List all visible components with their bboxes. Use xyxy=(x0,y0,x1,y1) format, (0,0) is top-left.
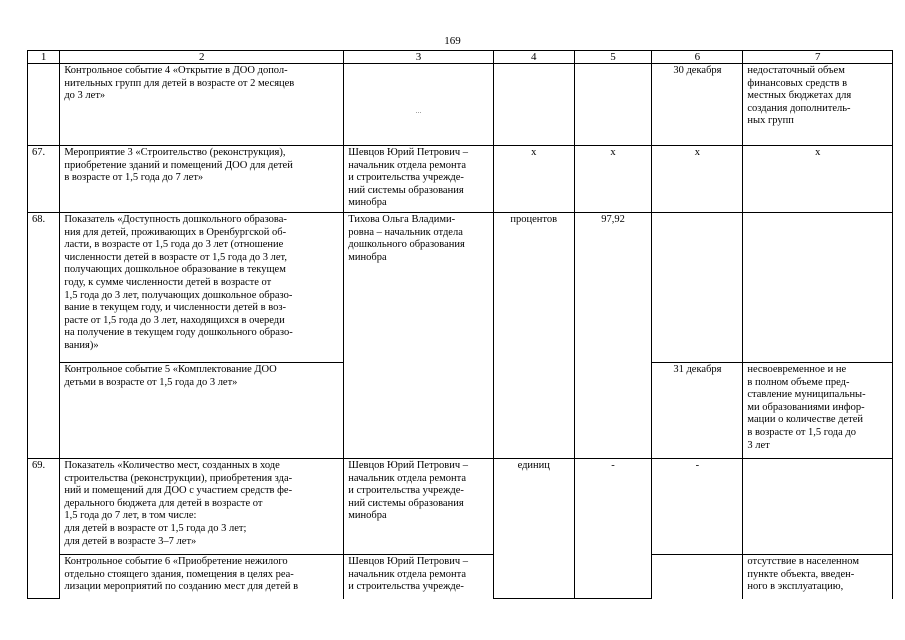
risk-cell xyxy=(743,459,893,555)
row-number xyxy=(28,64,60,146)
row-number: 69. xyxy=(28,459,60,599)
placeholder-dots: ... xyxy=(415,105,422,115)
unit-cell: процентов xyxy=(493,213,574,459)
row-number: 67. xyxy=(28,146,60,213)
table-row-69 xyxy=(28,459,893,555)
header-row xyxy=(28,51,893,64)
page-number: 169 xyxy=(444,35,461,47)
header-cell: 1 xyxy=(28,51,60,64)
header-cell: 3 xyxy=(344,51,494,64)
date-cell: - xyxy=(652,459,743,555)
value-cell xyxy=(574,64,652,146)
row-text: Контрольное событие 5 «Комплектование ДОО детьми в возрасте от 1,5 года до 3 лет» xyxy=(60,363,344,459)
row-text: Контрольное событие 6 «Приобретение нежилого отдельно стоящего здания, помещения в целях реа- лизации мероприятий по созданию мест для детей в xyxy=(60,555,344,599)
risk-cell: отсутствие в населенном пункте объекта, введен- ного в эксплуатацию, xyxy=(743,555,893,599)
plan-table xyxy=(27,50,893,599)
risk-cell: х xyxy=(743,146,893,213)
table-row-control-event-4 xyxy=(28,64,893,146)
date-cell xyxy=(652,213,743,363)
value-cell: - xyxy=(574,459,652,599)
header-cell: 5 xyxy=(574,51,652,64)
header-cell: 6 xyxy=(652,51,743,64)
date-cell: 30 декабря xyxy=(652,64,743,146)
responsible-cell: Шевцов Юрий Петрович – начальник отдела ремонта и строительства учрежде- ний системы образования минобра xyxy=(344,146,494,213)
row-text: Контрольное событие 4 «Открытие в ДОО допол- нительных групп для детей в возрасте от 2 месяцев до 3 лет» xyxy=(60,64,344,146)
header-cell: 7 xyxy=(743,51,893,64)
table-row-68 xyxy=(28,213,893,363)
header-cell: 2 xyxy=(60,51,344,64)
responsible-cell: Тихова Ольга Владими- ровна – начальник отдела дошкольного образования минобра xyxy=(344,213,494,459)
table-row-67 xyxy=(28,146,893,213)
responsible-cell: Шевцов Юрий Петрович – начальник отдела ремонта и строительства учрежде- ний системы образования минобра xyxy=(344,459,494,555)
unit-cell: единиц xyxy=(493,459,574,599)
row-text: Мероприятие 3 «Строительство (реконструкция), приобретение зданий и помещений ДОО для детей в возрасте от 1,5 года до 7 лет» xyxy=(60,146,344,213)
value-cell: х xyxy=(574,146,652,213)
date-cell xyxy=(652,555,743,599)
responsible-cell xyxy=(344,64,494,146)
value-cell: 97,92 xyxy=(574,213,652,459)
date-cell: 31 декабря xyxy=(652,363,743,459)
row-text: Показатель «Доступность дошкольного образова- ния для детей, проживающих в Оренбургской об- ласти, в возрасте от 1,5 года до 3 лет (отношение численности детей в возрасте от 1,5 года до 3 лет, получающих дошкольное образование в текущем году, к сумме численности детей в возрасте от 1,5 года до 3 лет, получающих дошкольное образо- вание в текущем году, и численности детей в воз- расте от 1,5 года до 3 лет, находящихся в очереди на получение в текущем году дошкольного образо- вания)» xyxy=(60,213,344,363)
risk-cell xyxy=(743,213,893,363)
header-cell: 4 xyxy=(493,51,574,64)
row-text: Показатель «Количество мест, созданных в ходе строительства (реконструкции), приобретения зда- ний и помещений для ДОО с участием средств фе- дерального бюджета для детей в возрасте от 1,5 года до 7 лет, в том числе: для детей в возрасте от 1,5 года до 3 лет; для детей в возрасте 3–7 лет» xyxy=(60,459,344,555)
unit-cell xyxy=(493,64,574,146)
risk-cell: несвоевременное и не в полном объеме пред- ставление муниципальны- ми образованиями инфор- мации о количестве детей в возрасте от 1,5 года до 3 лет xyxy=(743,363,893,459)
risk-cell: недостаточный объем финансовых средств в местных бюджетах для создания дополнитель- ных групп xyxy=(743,64,893,146)
unit-cell: х xyxy=(493,146,574,213)
table-row-control-event-6 xyxy=(28,555,893,599)
date-cell: х xyxy=(652,146,743,213)
row-number: 68. xyxy=(28,213,60,459)
responsible-cell: Шевцов Юрий Петрович – начальник отдела ремонта и строительства учрежде- xyxy=(344,555,494,599)
